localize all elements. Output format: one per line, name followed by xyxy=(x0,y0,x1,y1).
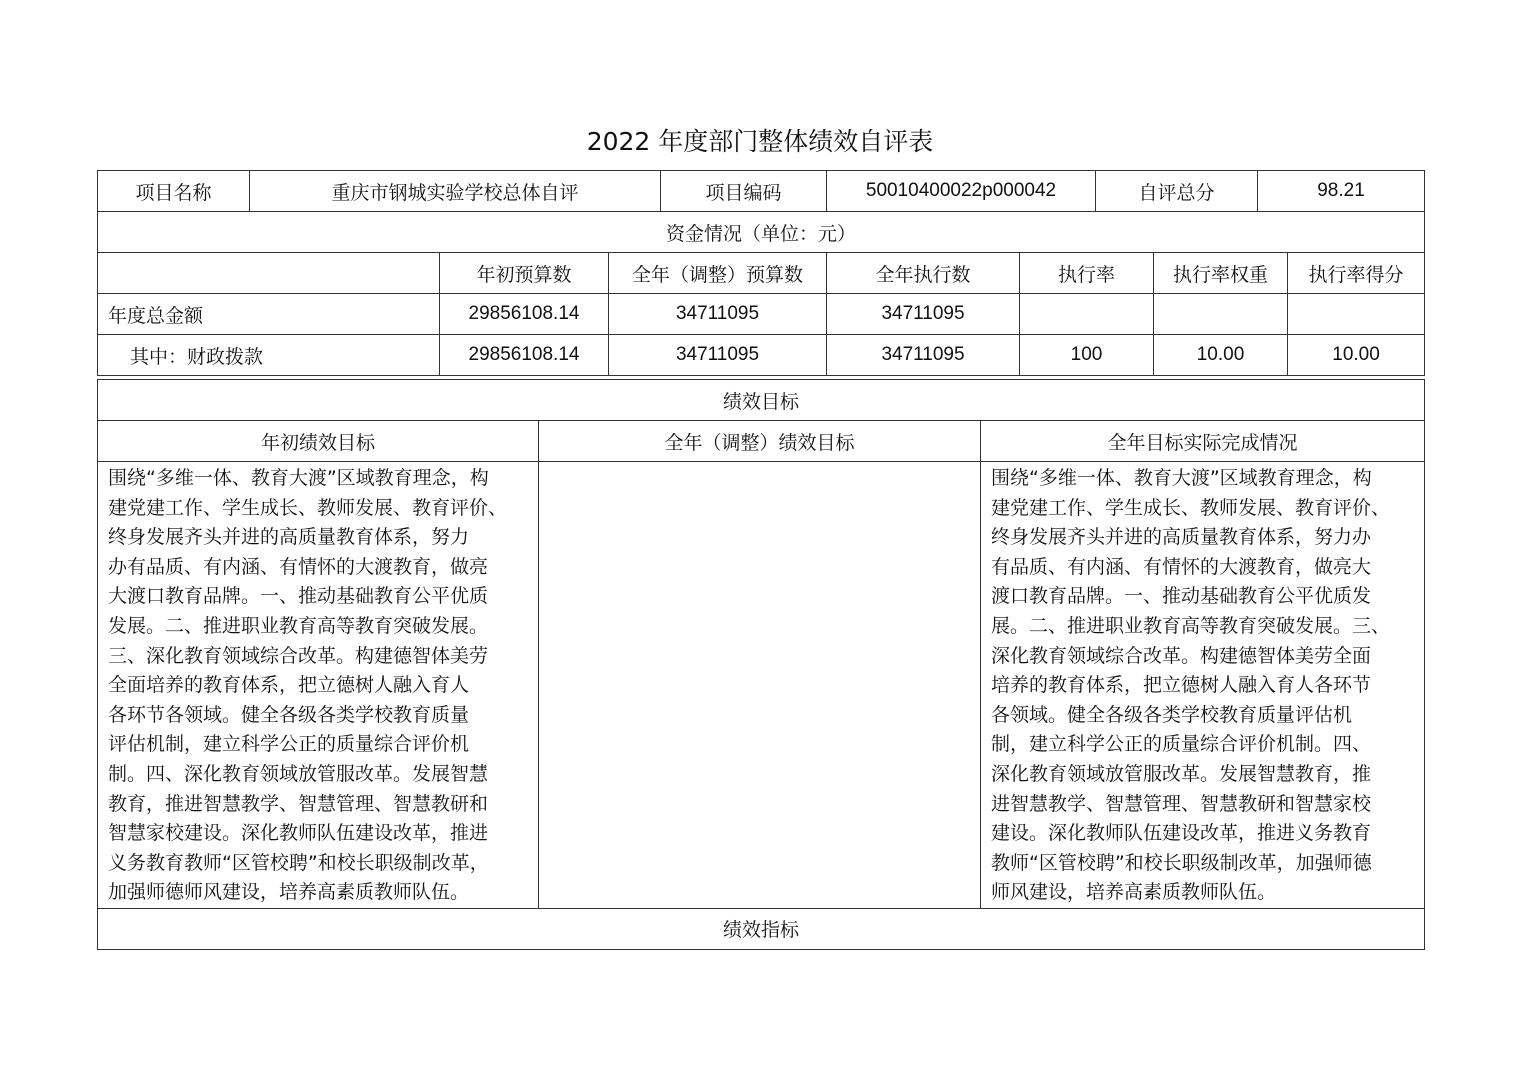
funds-section-title: 资金情况（单位：元） xyxy=(98,212,1425,253)
initial-target-text xyxy=(98,462,539,909)
score-value: 98.21 xyxy=(1258,171,1425,212)
targets-section-title: 绩效目标 xyxy=(98,380,1425,421)
cell: 34711095 xyxy=(827,294,1020,335)
row-label: 年度总金额 xyxy=(98,294,440,335)
text-line: 教师“区管校聘”和校长职级制改革，加强师德 xyxy=(991,851,1372,874)
targets-header: 全年（调整）绩效目标 xyxy=(539,421,981,462)
cell xyxy=(1020,294,1154,335)
text-line: 制。四、深化教育领域放管服改革。发展智慧 xyxy=(108,762,489,785)
text-line: 加强师德师风建设，培养高素质教师队伍。 xyxy=(108,881,470,904)
text-line: 终身发展齐头并进的高质量教育体系，努力办 xyxy=(991,526,1372,549)
row-label: 其中：财政拨款 xyxy=(98,335,440,376)
text-line: 教育，推进智慧教学、智慧管理、智慧教研和 xyxy=(108,792,489,815)
actual-completion-text xyxy=(981,462,1425,909)
text-line: 全面培养的教育体系，把立德树人融入育人 xyxy=(108,674,470,697)
text-line: 围绕“多维一体、教育大渡”区域教育理念，构 xyxy=(108,467,489,489)
text-line: 展。二、推进职业教育高等教育突破发展。三、 xyxy=(991,614,1391,637)
text-line: 发展。二、推进职业教育高等教育突破发展。 xyxy=(108,614,489,637)
text-line: 制，建立科学公正的质量综合评价机制。四、 xyxy=(991,733,1372,756)
funds-header: 全年（调整）预算数 xyxy=(609,253,827,294)
text-line: 围绕“多维一体、教育大渡”区域教育理念，构 xyxy=(991,467,1372,489)
cell: 100 xyxy=(1020,335,1154,376)
adjusted-target-text xyxy=(539,462,981,909)
text-line: 进智慧教学、智慧管理、智慧教研和智慧家校 xyxy=(991,792,1372,815)
targets-header-row xyxy=(98,421,1425,462)
funds-header-row xyxy=(98,253,1425,294)
text-line: 三、深化教育领域综合改革。构建德智体美劳 xyxy=(108,644,489,667)
project-info-row xyxy=(98,171,1425,212)
cell: 34711095 xyxy=(609,294,827,335)
funds-table xyxy=(97,211,1425,376)
score-label: 自评总分 xyxy=(1096,171,1258,212)
indicators-section-title: 绩效指标 xyxy=(98,908,1425,949)
text-line: 培养的教育体系，把立德树人融入育人各环节 xyxy=(991,674,1372,697)
cell: 10.00 xyxy=(1154,335,1288,376)
text-line: 义务教育教师“区管校聘”和校长职级制改革， xyxy=(108,851,489,874)
table-row xyxy=(98,335,1425,376)
funds-header xyxy=(98,253,440,294)
cell: 34711095 xyxy=(827,335,1020,376)
targets-header: 年初绩效目标 xyxy=(98,421,539,462)
funds-header: 执行率权重 xyxy=(1154,253,1288,294)
text-line: 办有品质、有内涵、有情怀的大渡教育，做亮 xyxy=(108,555,489,578)
targets-header: 全年目标实际完成情况 xyxy=(981,421,1425,462)
text-line: 建党建工作、学生成长、教师发展、教育评价、 xyxy=(108,496,508,519)
text-line: 深化教育领域放管服改革。发展智慧教育，推 xyxy=(991,762,1372,785)
project-name-value: 重庆市钢城实验学校总体自评 xyxy=(250,171,661,212)
text-line: 大渡口教育品牌。一、推动基础教育公平优质 xyxy=(108,585,489,608)
text-line: 建设。深化教师队伍建设改革，推进义务教育 xyxy=(991,822,1372,845)
cell: 29856108.14 xyxy=(440,335,609,376)
project-code-value: 50010400022p000042 xyxy=(827,171,1096,212)
funds-header: 年初预算数 xyxy=(440,253,609,294)
text-line: 评估机制，建立科学公正的质量综合评价机 xyxy=(108,733,470,756)
cell: 29856108.14 xyxy=(440,294,609,335)
cell xyxy=(1288,294,1425,335)
project-code-label: 项目编码 xyxy=(661,171,827,212)
targets-table xyxy=(97,379,1425,950)
text-line: 各环节各领域。健全各级各类学校教育质量 xyxy=(108,703,470,726)
text-line: 渡口教育品牌。一、推动基础教育公平优质发 xyxy=(991,585,1372,608)
text-line: 建党建工作、学生成长、教师发展、教育评价、 xyxy=(991,496,1391,519)
targets-content-row xyxy=(98,462,1425,909)
text-line: 终身发展齐头并进的高质量教育体系，努力 xyxy=(108,526,470,549)
project-name-label: 项目名称 xyxy=(98,171,250,212)
funds-header: 全年执行数 xyxy=(827,253,1020,294)
cell: 10.00 xyxy=(1288,335,1425,376)
funds-header: 执行率得分 xyxy=(1288,253,1425,294)
text-line: 各领域。健全各级各类学校教育质量评估机 xyxy=(991,703,1353,726)
project-info-table xyxy=(97,170,1425,212)
cell: 34711095 xyxy=(609,335,827,376)
table-row xyxy=(98,294,1425,335)
cell xyxy=(1154,294,1288,335)
funds-header: 执行率 xyxy=(1020,253,1154,294)
page-title: 2022 年度部门整体绩效自评表 xyxy=(586,127,934,156)
text-line: 深化教育领域综合改革。构建德智体美劳全面 xyxy=(991,644,1372,667)
text-line: 师风建设，培养高素质教师队伍。 xyxy=(991,881,1277,904)
text-line: 智慧家校建设。深化教师队伍建设改革，推进 xyxy=(108,822,489,845)
text-line: 有品质、有内涵、有情怀的大渡教育，做亮大 xyxy=(991,555,1372,578)
